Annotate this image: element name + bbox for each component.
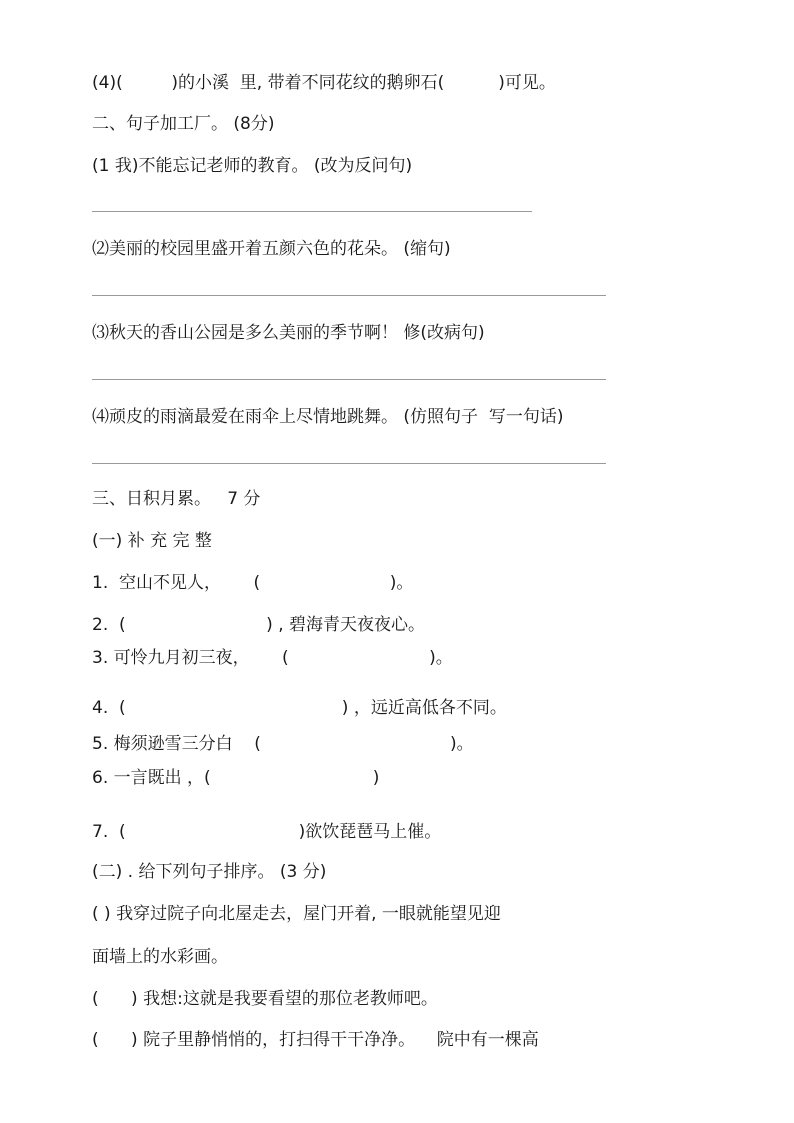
section-3-heading: 三、日积月累。 7 分 (92, 489, 261, 509)
subsection-1-heading: (一) 补 充 完 整 (92, 531, 212, 551)
poem-item-7: 7. ( )欲饮琵琶马上催。 (92, 822, 442, 842)
question-4: ⑷顽皮的雨滴最爱在雨伞上尽情地跳舞。 (仿照句子 写一句话) (92, 407, 564, 427)
question-4-fill-blank: (4)( )的小溪 里, 带着不同花纹的鹅卵石( )可见。 (92, 73, 556, 93)
answer-line-4 (92, 463, 606, 464)
order-sentence-3: ( ) 院子里静悄悄的，打扫得干干净净。 院中有一棵高 (92, 1030, 539, 1050)
question-1: (1 我)不能忘记老师的教育。 (改为反问句) (92, 156, 413, 176)
poem-item-1: 1. 空山不见人， ( )。 (92, 573, 414, 593)
answer-line-3 (92, 379, 606, 380)
answer-line-1 (92, 211, 532, 212)
order-sentence-2: ( ) 我想:这就是我要看望的那位老教师吧。 (92, 989, 438, 1009)
subsection-2-heading: (二) . 给下列句子排序。 (3 分) (92, 862, 327, 882)
poem-item-6: 6. 一言既出 ，( ) (92, 768, 380, 788)
poem-item-2: 2. ( ) , 碧海青天夜夜心。 (92, 615, 426, 635)
order-sentence-1: ( ) 我穿过院子向北屋走去，屋门开着, 一眼就能望见迎 (92, 904, 501, 924)
order-sentence-1-cont: 面墙上的水彩画。 (92, 947, 228, 967)
question-3: ⑶秋天的香山公园是多么美丽的季节啊！ 修(改病句) (92, 323, 485, 343)
section-2-heading: 二、句子加工厂。 (8分) (92, 114, 275, 134)
poem-item-4: 4. ( ) ，远近高低各不同。 (92, 698, 507, 718)
question-2: ⑵美丽的校园里盛开着五颜六色的花朵。 (缩句) (92, 239, 451, 259)
poem-item-3: 3. 可怜九月初三夜， ( )。 (92, 648, 453, 668)
answer-line-2 (92, 295, 606, 296)
poem-item-5: 5. 梅须逊雪三分白 ( )。 (92, 734, 474, 754)
